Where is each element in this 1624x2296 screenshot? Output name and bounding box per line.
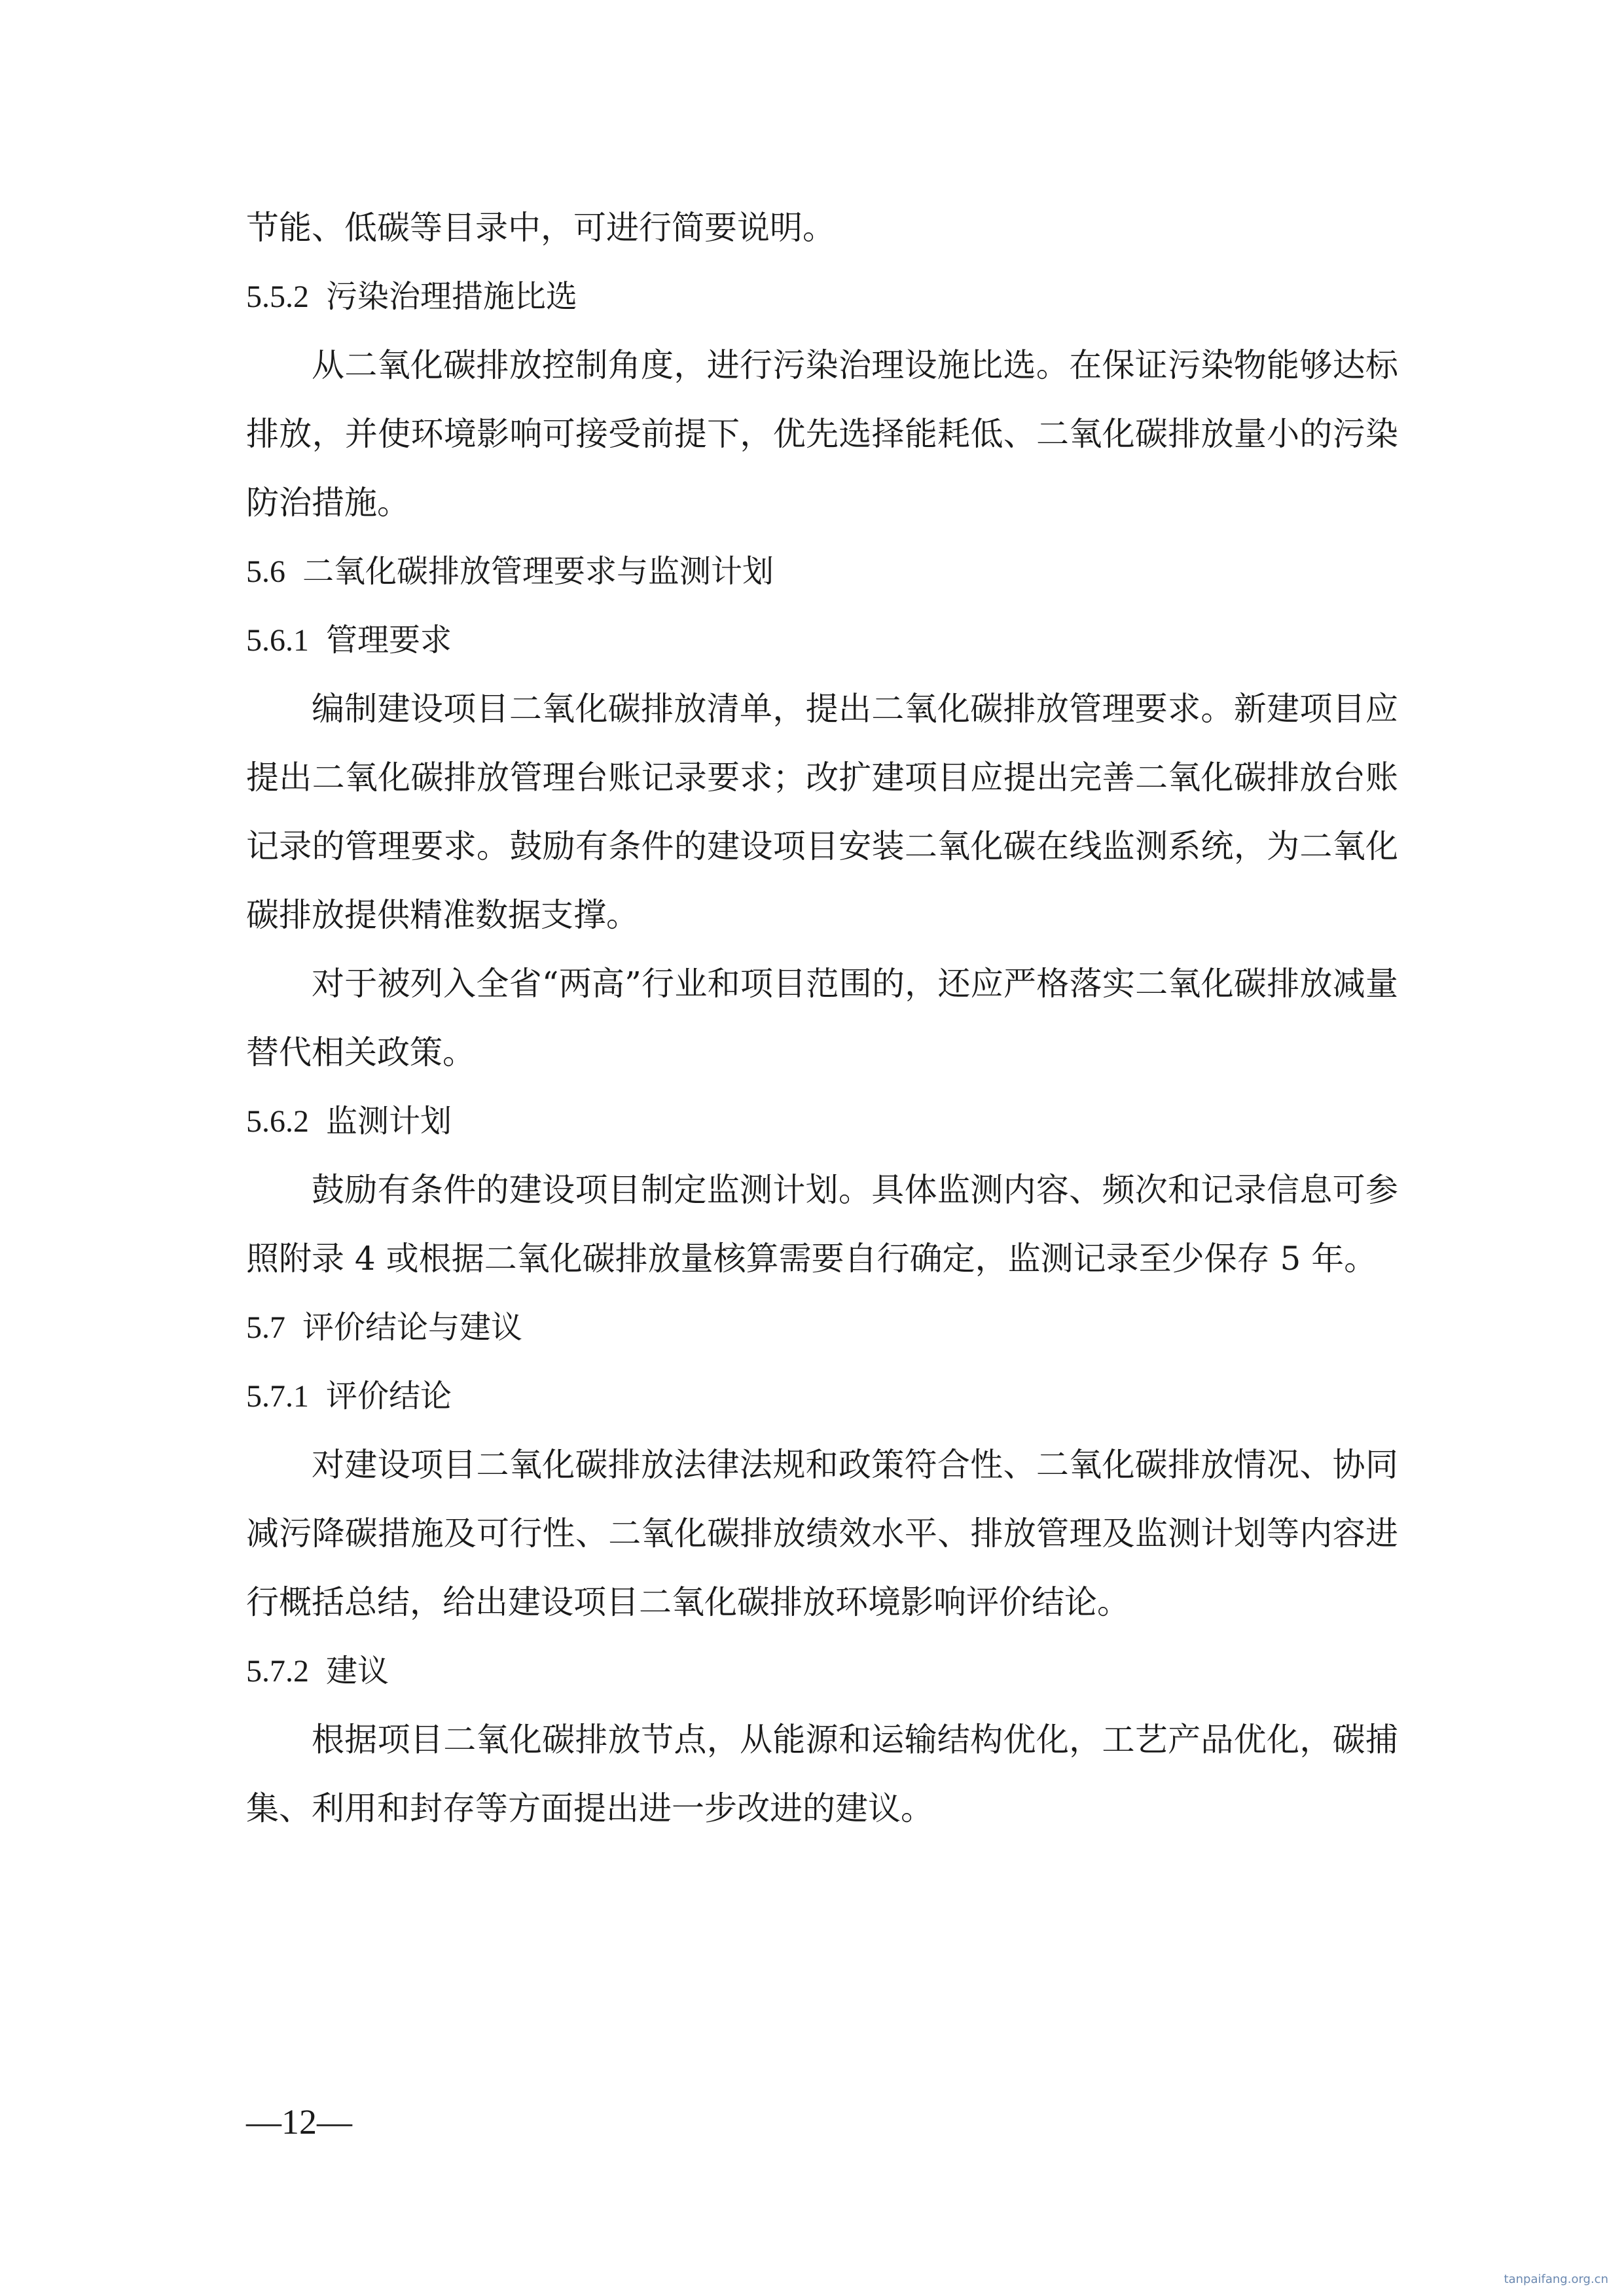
text-line: 从二氧化碳排放控制角度，进行污染治理设施比选。在保证污染物能够达标 [312, 346, 1398, 384]
section-heading-5-6 [246, 552, 1398, 592]
text-line: 鼓励有条件的建设项目制定监测计划。具体监测内容、频次和记录信息可参 [312, 1171, 1398, 1209]
text-line: 记录的管理要求。鼓励有条件的建设项目安装二氧化碳在线监测系统，为二氧化 [246, 827, 1398, 865]
section-heading-5-7-2 [246, 1651, 1398, 1691]
text-line: 根据项目二氧化碳排放节点，从能源和运输结构优化，工艺产品优化，碳捕 [312, 1721, 1398, 1759]
text-line: 碳排放提供精准数据支撑。 [246, 896, 639, 934]
section-title: 评价结论 [326, 1378, 452, 1414]
watermark: tanpaifang.org.cn [1504, 2272, 1608, 2286]
text-line: 集、利用和封存等方面提出进一步改进的建议。 [246, 1789, 933, 1827]
section-heading-5-7-1 [246, 1376, 1398, 1416]
text-line: 节能、低碳等目录中，可进行简要说明。 [246, 209, 835, 247]
text-line: 照附录 4 或根据二氧化碳排放量核算需要自行确定，监测记录至少保存 5 年。 [246, 1240, 1377, 1278]
section-title: 污染治理措施比选 [326, 278, 578, 315]
section-heading-5-7 [246, 1308, 1398, 1348]
text-line: 对于被列入全省“两高”行业和项目范围的，还应严格落实二氧化碳排放减量 [312, 965, 1398, 1003]
section-title: 二氧化碳排放管理要求与监测计划 [302, 553, 774, 590]
page-number: —12— [246, 2102, 352, 2142]
text-line: 排放，并使环境影响可接受前提下，优先选择能耗低、二氧化碳排放量小的污染 [246, 415, 1398, 453]
text-line: 防治措施。 [246, 484, 410, 522]
section-title: 评价结论与建议 [302, 1309, 523, 1346]
section-number: 5.7.1 [246, 1379, 309, 1414]
section-number: 5.7.2 [246, 1654, 309, 1689]
text-line: 对建设项目二氧化碳排放法律法规和政策符合性、二氧化碳排放情况、协同 [312, 1446, 1398, 1484]
section-number: 5.6.1 [246, 623, 309, 658]
text-line: 减污降碳措施及可行性、二氧化碳排放绩效水平、排放管理及监测计划等内容进 [246, 1515, 1398, 1552]
section-heading-5-6-1 [246, 620, 1398, 660]
section-title: 监测计划 [326, 1103, 452, 1139]
section-number: 5.5.2 [246, 279, 309, 314]
section-heading-5-6-2 [246, 1102, 1398, 1141]
section-heading-5-5-2 [246, 277, 1398, 317]
text-line: 行概括总结，给出建设项目二氧化碳排放环境影响评价结论。 [246, 1583, 1130, 1621]
text-line: 提出二氧化碳排放管理台账记录要求；改扩建项目应提出完善二氧化碳排放台账 [246, 759, 1398, 797]
section-number: 5.6.2 [246, 1104, 309, 1139]
section-number: 5.6 [246, 554, 285, 589]
section-number: 5.7 [246, 1310, 285, 1345]
section-title: 管理要求 [326, 622, 452, 658]
section-title: 建议 [326, 1653, 389, 1689]
text-line: 编制建设项目二氧化碳排放清单，提出二氧化碳排放管理要求。新建项目应 [312, 690, 1398, 728]
text-line: 替代相关政策。 [246, 1033, 475, 1071]
